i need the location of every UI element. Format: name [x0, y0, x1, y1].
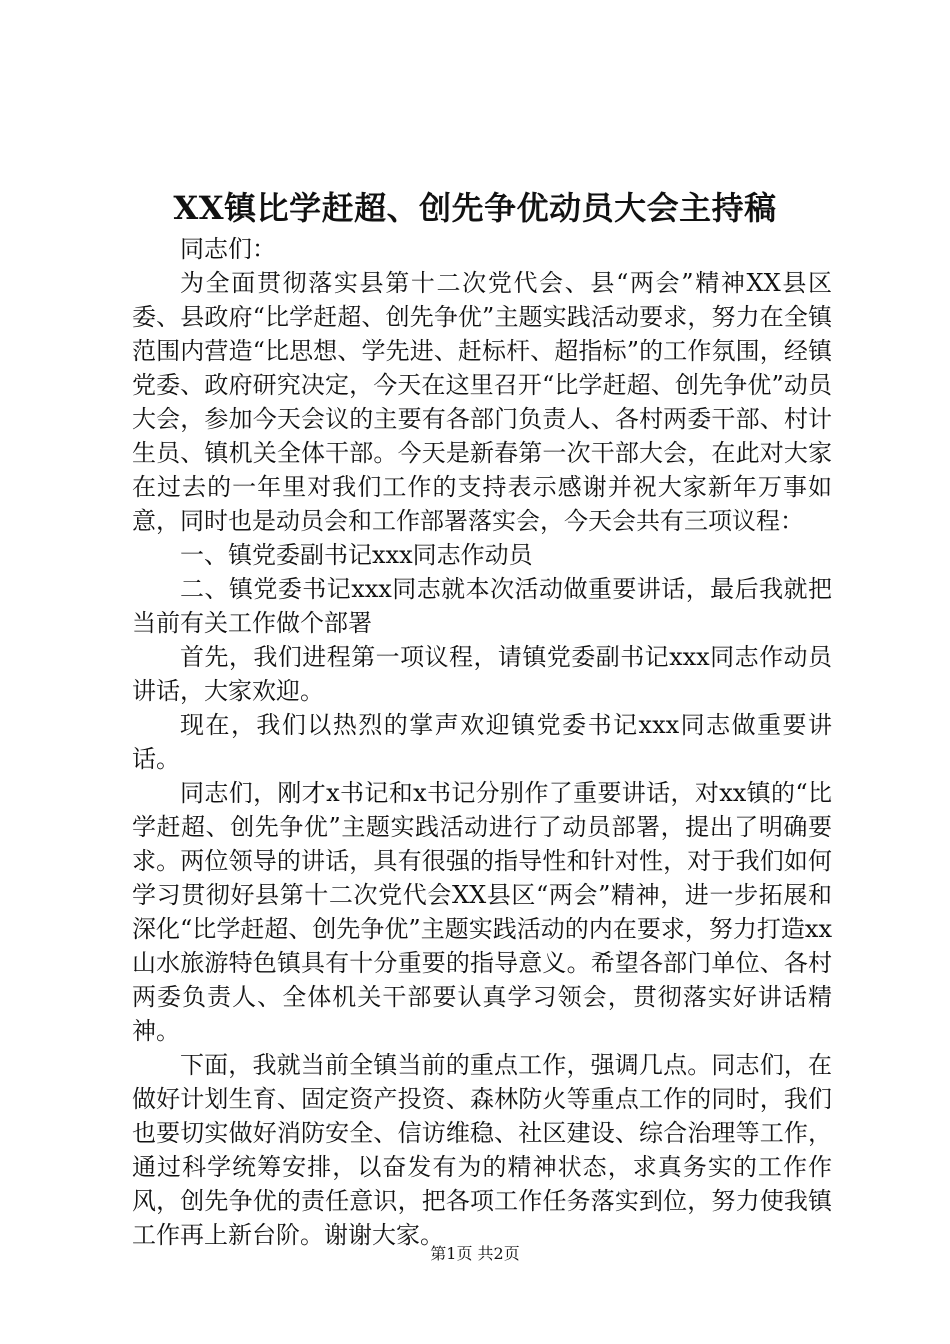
paragraph-greeting: 同志们：	[180, 235, 276, 263]
paragraph-first-item: 首先，我们进程第一项议程，请镇党委副书记xxx同志作动员讲话，大家欢迎。	[132, 643, 832, 705]
document-body	[132, 232, 832, 1252]
paragraph-agenda-2: 二、镇党委书记xxx同志就本次活动做重要讲话，最后我就把当前有关工作做个部署	[132, 575, 832, 637]
paragraph-agenda-1: 一、镇党委副书记xxx同志作动员	[180, 541, 533, 569]
paragraph-second-item: 现在，我们以热烈的掌声欢迎镇党委书记xxx同志做重要讲话。	[132, 711, 832, 773]
paragraph-intro: 为全面贯彻落实县第十二次党代会、县“两会”精神XX县区委、县政府“比学赶超、创先争优”主题实践活动要求，努力在全镇范围内营造“比思想、学先进、赶标杆、超指标”的工作氛围，经镇党委、政府研究决定，今天在这里召开“比学赶超、创先争优”动员大会，参加今天会议的主要有各部门负责人、各村两委干部、村计生员、镇机关全体干部。今天是新春第一次干部大会，在此对大家在过去的一年里对我们工作的支持表示感谢并祝大家新年万事如意，同时也是动员会和工作部署落实会，今天会共有三项议程：	[132, 269, 832, 535]
paragraph-summary: 同志们，刚才x书记和x书记分别作了重要讲话，对xx镇的“比学赶超、创先争优”主题实践活动进行了动员部署，提出了明确要求。两位领导的讲话，具有很强的指导性和针对性，对于我们如何学习贯彻好县第十二次党代会XX县区“两会”精神，进一步拓展和深化“比学赶超、创先争优”主题实践活动的内在要求，努力打造xx山水旅游特色镇具有十分重要的指导意义。希望各部门单位、各村两委负责人、全体机关干部要认真学习领会，贯彻落实好讲话精神。	[132, 779, 832, 1045]
paragraph-closing: 下面，我就当前全镇当前的重点工作，强调几点。同志们，在做好计划生育、固定资产投资、森林防火等重点工作的同时，我们也要切实做好消防安全、信访维稳、社区建设、综合治理等工作，通过科学统筹安排，以奋发有为的精神状态，求真务实的工作作风，创先争优的责任意识，把各项工作任务落实到位，努力使我镇工作再上新台阶。谢谢大家。	[132, 1051, 832, 1249]
page-number-footer: 第1页 共2页	[430, 1244, 520, 1263]
document-title: XX镇比学赶超、创先争优动员大会主持稿	[173, 189, 777, 227]
